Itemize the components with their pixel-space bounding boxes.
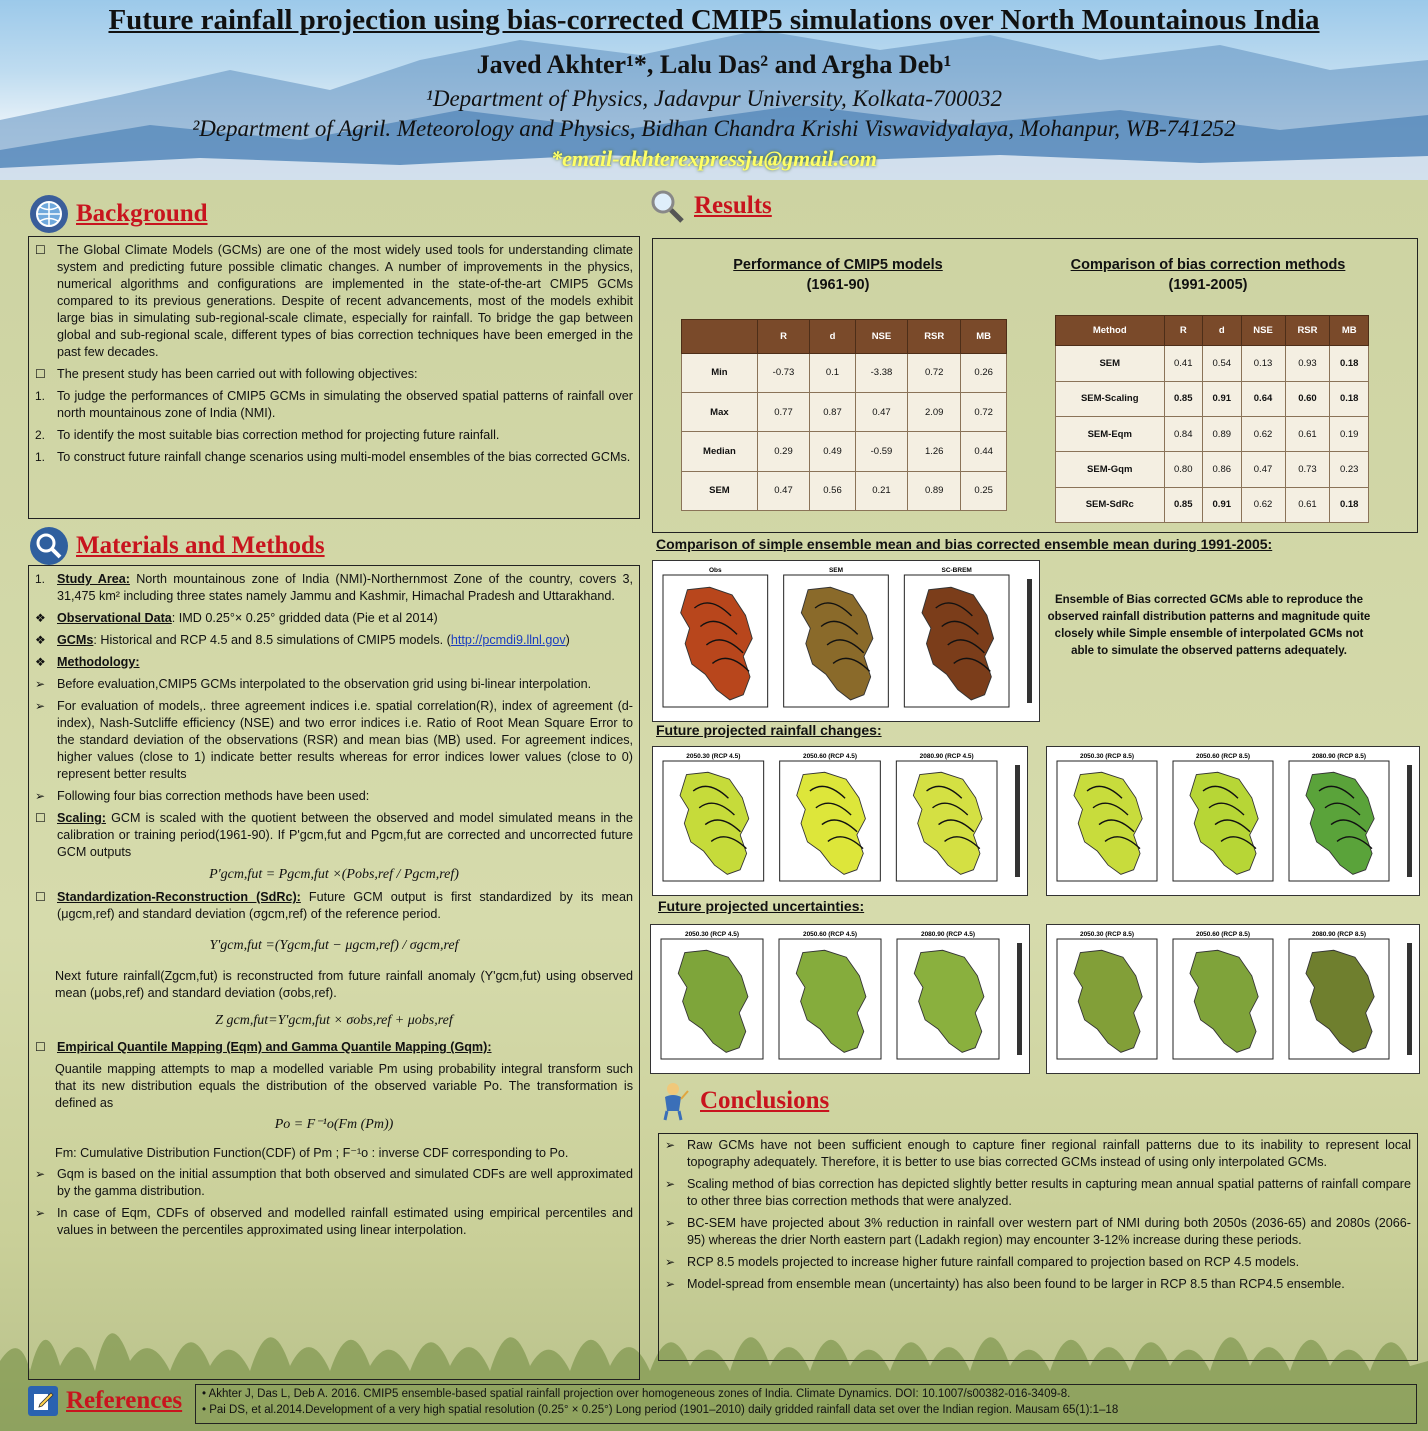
bullet-marker: 1. — [35, 450, 46, 464]
bias-table-cell: SEM — [1056, 346, 1165, 381]
conclusion-item-2 — [665, 1215, 1411, 1249]
performance-table-cell: 0.77 — [757, 393, 809, 432]
list-item-text: Scaling method of bias correction has depicted slightly better results in capturing mean annual spatial patterns of rainfall compare to other three bias correction methods that were analyzed. — [687, 1177, 1411, 1208]
bias-table-column-header: R — [1164, 316, 1203, 346]
background-item-0 — [35, 242, 633, 361]
performance-table-cell: 0.25 — [961, 471, 1007, 510]
table1-period: (1961-90) — [806, 277, 870, 293]
bias-table-cell: 0.18 — [1330, 487, 1369, 522]
bias-table-cell: 0.73 — [1285, 452, 1330, 487]
ensemble-map — [904, 567, 1009, 707]
gcm-text: : Historical and RCP 4.5 and 8.5 simulations of CMIP5 models. ( — [93, 633, 451, 647]
ensemble-maps — [653, 561, 1039, 721]
changes-rcp45-map — [780, 753, 881, 881]
table1-header — [673, 257, 1003, 293]
bullet-marker: ➢ — [665, 1255, 676, 1269]
changes-rcp85-map — [1173, 753, 1273, 881]
performance-table-cell: 0.26 — [961, 353, 1007, 392]
performance-table-cell: -3.38 — [855, 353, 907, 392]
list-item-text: The Global Climate Models (GCMs) are one of the most widely used tools for understanding climate system and predicting future possible climatic changes. A number of improvements in the physics, numerical algorithms and configurations are implemented in the state-of-the-art CMIP5 GCMs compared to its previous generations. Despite of recent advancements, most of the models exhibit large bias in simulating sub-regional-scale climate, especially for rainfall. To bridge the gap between global and sub-regional scale, different types of bias correction techniques have been emerged in the past few decades. — [57, 243, 633, 359]
map-label: 2050.60 (RCP 8.5) — [1195, 931, 1251, 938]
list-item-text: For evaluation of models,. three agreement indices i.e. spatial correlation(R), index of agreement (d-index), Nash-Sutcliffe efficiency (NSE) and two error indices i.e. Ratio of Root Mean Square Error to the standard deviation of the observations (RSR) and mean bias (MB) used. For agreement indices, higher values (close to 1) indicate better results whereas for error indices lower values (close to 0) represent better results — [57, 699, 633, 781]
sdrc-label: Standardization-Reconstruction (SdRc): — [57, 890, 301, 904]
reference-item: • Akhter J, Das L, Deb A. 2016. CMIP5 ensemble-based spatial rainfall projection over homogeneous zones of India. Climate Dynamics. DOI: 10.1007/s00382-016-3409-8. — [202, 1388, 1071, 1400]
references-heading — [28, 1386, 182, 1416]
bullet-marker: ➢ — [665, 1177, 676, 1191]
list-item-text: The present study has been carried out with following objectives: — [57, 367, 418, 381]
ensemble-map — [784, 567, 889, 707]
map-label: 2050.30 (RCP 4.5) — [684, 931, 740, 938]
changes-rcp85-figure — [1046, 746, 1420, 896]
background-item-1 — [35, 366, 633, 383]
ensemble-maps-figure — [652, 560, 1040, 722]
methods-heading-text: Materials and Methods — [76, 532, 325, 559]
obs-data-text: : IMD 0.25°× 0.25° gridded data (Pie et al 2014) — [171, 611, 438, 625]
bullet-marker: ➢ — [35, 699, 46, 713]
bias-table-cell: 0.62 — [1241, 416, 1285, 451]
performance-table-cell: 0.47 — [855, 393, 907, 432]
qm-text: Quantile mapping attempts to map a modelled variable Pm using probability integral transform such that its new distribution equals the distribution of the observed variable Po. The transformation is defined as — [55, 1062, 633, 1110]
conclusions-box — [658, 1133, 1418, 1361]
bullet-marker: 1. — [35, 389, 46, 403]
bias-table-cell: 0.18 — [1330, 381, 1369, 416]
bias-table-cell: 0.54 — [1203, 346, 1242, 381]
performance-table-column-header: NSE — [855, 320, 907, 354]
map-label: 2050.60 (RCP 8.5) — [1195, 753, 1251, 760]
affiliation-2: ²Department of Agril. Meteorology and Physics, Bidhan Chandra Krishi Viswavidyalaya, Mohanpur, WB-741252 — [192, 116, 1236, 141]
reference-item: • Pai DS, et al.2014.Development of a very high spatial resolution (0.25° × 0.25°) Long period (1901–2010) daily gridded rainfall data set over the Indian region. Mausam 65(1):1–18 — [202, 1404, 1119, 1416]
list-item-text: Following four bias correction methods have been used: — [57, 789, 370, 803]
background-heading — [30, 195, 208, 233]
bullet-marker: 2. — [35, 428, 46, 442]
performance-table-row — [682, 432, 1007, 471]
map-label: Obs — [709, 567, 722, 574]
bullet-marker: ➢ — [665, 1216, 676, 1230]
background-item-2 — [35, 388, 633, 422]
qm-definition: Fm: Cumulative Distribution Function(CDF) of Pm ; F⁻¹o : inverse CDF corresponding to Po. — [55, 1146, 569, 1160]
edit-icon — [28, 1386, 58, 1416]
qm-point-1 — [35, 1205, 633, 1239]
conclusions-heading-text: Conclusions — [700, 1087, 830, 1114]
background-heading-text: Background — [76, 200, 208, 227]
bias-table-column-header: MB — [1330, 316, 1369, 346]
performance-table-cell: Max — [682, 393, 758, 432]
methodology-label: Methodology: — [57, 655, 140, 669]
bias-table-cell: 0.47 — [1241, 452, 1285, 487]
performance-table-column-header: MB — [961, 320, 1007, 354]
list-item-text: Model-spread from ensemble mean (uncertainty) has also been found to be larger in RCP 8.5 than RCP4.5 ensemble. — [687, 1277, 1345, 1291]
bias-table-cell: 0.23 — [1330, 452, 1369, 487]
uncert-rcp45-map — [779, 931, 881, 1059]
bias-table-row — [1056, 452, 1369, 487]
performance-table-row — [682, 393, 1007, 432]
changes-rcp45-figure — [652, 746, 1028, 896]
color-bar — [1027, 579, 1032, 703]
performance-table-cell: 0.47 — [757, 471, 809, 510]
performance-table-cell: 0.29 — [757, 432, 809, 471]
map-label: 2080.90 (RCP 8.5) — [1311, 753, 1367, 760]
bias-table-column-header: d — [1203, 316, 1242, 346]
performance-table-cell: 1.26 — [908, 432, 961, 471]
study-area-item: 1. Study Area: North mountainous zone of India (NMI)-Northernmost Zone of the country, covers 3, 31,475 km² including three states namely Jammu and Kashmir, Himachal Pradesh and Uttarakhand. — [35, 572, 633, 603]
performance-table-header-row — [682, 320, 1007, 354]
bias-table-header-row — [1056, 316, 1369, 346]
uncertainty-rcp45-figure — [650, 924, 1030, 1074]
scaling-text: GCM is scaled with the quotient between the observed and model simulated means in the calibration or training period(1961-90). If P'gcm,fut and Pgcm,fut are corrected and uncorrected future GCM outputs — [57, 811, 633, 859]
uncert-rcp85-maps — [1047, 925, 1419, 1073]
bullet-marker: ➢ — [35, 677, 46, 691]
scaling-label: Scaling: — [57, 811, 106, 825]
conclusions-heading — [654, 1082, 829, 1120]
bias-table-cell: 0.91 — [1203, 487, 1242, 522]
bias-table-cell: 0.85 — [1164, 487, 1203, 522]
qm-item: ☐ Empirical Quantile Mapping (Eqm) and Gamma Quantile Mapping (Gqm): — [35, 1040, 492, 1054]
bias-table-cell: 0.89 — [1203, 416, 1242, 451]
bias-table-cell: SEM-Eqm — [1056, 416, 1165, 451]
magnifier-icon — [648, 187, 686, 225]
changes-caption: Future projected rainfall changes: — [656, 722, 882, 738]
bias-table-cell: 0.86 — [1203, 452, 1242, 487]
performance-table-column-header: R — [757, 320, 809, 354]
map-label: 2050.30 (RCP 8.5) — [1079, 753, 1135, 760]
sdrc-item: ☐ Standardization-Reconstruction (SdRc): Future GCM output is first standardized by its mean (μgcm,ref) and standard deviation (σgcm,ref) of the reference period. — [35, 890, 633, 921]
magnifier-icon — [30, 527, 68, 565]
bias-table-cell: SEM-Gqm — [1056, 452, 1165, 487]
bias-table-row — [1056, 381, 1369, 416]
table2-header — [1043, 257, 1373, 293]
bullet-marker: ☐ — [35, 243, 46, 257]
uncert-rcp45-map — [897, 931, 999, 1059]
color-bar — [1015, 765, 1020, 877]
methodology-item: ❖ Methodology: — [35, 655, 140, 669]
conclusion-item-1 — [665, 1176, 1411, 1210]
list-item-text: To identify the most suitable bias correction method for projecting future rainfall. — [57, 428, 500, 442]
map-label: 2050.30 (RCP 4.5) — [686, 753, 741, 760]
conclusion-item-3 — [665, 1254, 1411, 1271]
bias-table-cell: 0.41 — [1164, 346, 1203, 381]
performance-table-cell: 0.56 — [810, 471, 856, 510]
list-item-text: RCP 8.5 models projected to increase higher future rainfall compared to projection based on RCP 4.5 models. — [687, 1255, 1300, 1269]
list-item-text: To judge the performances of CMIP5 GCMs in simulating the observed spatial patterns of rainfall over north mountainous zone of India (NMI). — [57, 389, 633, 420]
results-heading — [648, 187, 772, 225]
performance-table-column-header — [682, 320, 758, 354]
results-heading-text: Results — [694, 192, 772, 219]
bias-table-cell: 0.18 — [1330, 346, 1369, 381]
affiliation-1: ¹Department of Physics, Jadavpur University, Kolkata-700032 — [425, 86, 1003, 111]
bias-table-cell: 0.64 — [1241, 381, 1285, 416]
bias-table-cell: SEM-SdRc — [1056, 487, 1165, 522]
background-box — [28, 236, 640, 519]
changes-rcp85-map — [1289, 753, 1389, 881]
bias-table-cell: 0.61 — [1285, 416, 1330, 451]
poster-header — [0, 0, 1428, 180]
list-item-text: Gqm is based on the initial assumption that both observed and simulated CDFs are well approximated by the gamma distribution. — [57, 1167, 633, 1198]
changes-rcp45-maps — [653, 747, 1027, 895]
changes-rcp85-maps — [1047, 747, 1419, 895]
scaling-equation: P'gcm,fut = Pgcm,fut ×(Pobs,ref / Pgcm,ref) — [209, 867, 459, 882]
bias-table-cell: 0.62 — [1241, 487, 1285, 522]
uncertainties-caption: Future projected uncertainties: — [658, 898, 865, 914]
bias-table-cell: 0.93 — [1285, 346, 1330, 381]
results-tables-box — [652, 238, 1418, 533]
methods-heading — [30, 527, 325, 565]
contact-email: *email-akhterexpressju@gmail.com — [551, 146, 877, 171]
qm-point-0 — [35, 1166, 633, 1200]
changes-rcp85-map — [1057, 753, 1157, 881]
conclusion-item-4 — [665, 1276, 1411, 1293]
performance-table-cell: 0.72 — [961, 393, 1007, 432]
person-icon — [654, 1082, 692, 1120]
scaling-item: ☐ Scaling: GCM is scaled with the quotient between the observed and model simulated means in the calibration or training period(1961-90). If P'gcm,fut and Pgcm,fut are corrected and uncorrected future GCM outputs — [35, 811, 633, 859]
bias-table-cell: 0.84 — [1164, 416, 1203, 451]
performance-table-cell: 0.49 — [810, 432, 856, 471]
list-item-text: In case of Eqm, CDFs of observed and modelled rainfall estimated using empirical percentiles and values in between the percentiles approximated using linear interpolation. — [57, 1206, 633, 1237]
performance-table-row — [682, 471, 1007, 510]
sdrc-text-2: Next future rainfall(Zgcm,fut) is reconstructed from future rainfall anomaly (Y'gcm,fut) using observed mean (μobs,ref) and standard deviation (σobs,ref). — [55, 969, 633, 1000]
performance-table-cell: Median — [682, 432, 758, 471]
background-item-4 — [35, 449, 633, 466]
changes-rcp45-map — [663, 753, 764, 881]
bias-table-cell: 0.80 — [1164, 452, 1203, 487]
performance-table-row — [682, 353, 1007, 392]
pcmdi-link[interactable]: http://pcmdi9.llnl.gov — [450, 633, 566, 647]
map-label: 2050.60 (RCP 4.5) — [802, 931, 858, 938]
map-label: 2080.90 (RCP 4.5) — [919, 753, 974, 760]
map-label: 2050.30 (RCP 8.5) — [1079, 931, 1135, 938]
performance-table-cell: 0.89 — [908, 471, 961, 510]
sdrc-text: Future GCM output is first standardized by its mean (μgcm,ref) and standard deviation (σgcm,ref) of the reference period. — [57, 890, 633, 921]
bias-table-row — [1056, 416, 1369, 451]
table1-title: Performance of CMIP5 models — [733, 257, 943, 273]
qm-label: Empirical Quantile Mapping (Eqm) and Gamma Quantile Mapping (Gqm): — [57, 1040, 492, 1054]
obs-data-item: ❖ Observational Data: IMD 0.25°× 0.25° gridded data (Pie et al 2014) — [35, 611, 438, 625]
performance-table-column-header: d — [810, 320, 856, 354]
performance-table-cell: 0.21 — [855, 471, 907, 510]
bullet-marker: ➢ — [35, 1206, 46, 1220]
changes-rcp45-map — [896, 753, 997, 881]
color-bar — [1017, 943, 1022, 1055]
map-label: SC-BREM — [941, 567, 972, 574]
bullet-marker: ➢ — [665, 1138, 676, 1152]
performance-table-cell: 0.72 — [908, 353, 961, 392]
table2-title: Comparison of bias correction methods — [1070, 257, 1346, 273]
performance-table — [681, 319, 1007, 511]
map-label: 2080.90 (RCP 8.5) — [1311, 931, 1367, 938]
bias-correction-table — [1055, 315, 1369, 523]
bias-table-column-header: RSR — [1285, 316, 1330, 346]
bullet-marker: ➢ — [665, 1277, 676, 1291]
gcm-item: ❖ GCMs: Historical and RCP 4.5 and 8.5 simulations of CMIP5 models. (http://pcmdi9.llnl.gov) — [35, 633, 570, 647]
list-item-text: To construct future rainfall change scenarios using multi-model ensembles of the bias corrected GCMs. — [57, 450, 631, 464]
methodology-step-0 — [35, 676, 633, 693]
methodology-step-1 — [35, 698, 633, 783]
bias-table-column-header: NSE — [1241, 316, 1285, 346]
map-label: SEM — [828, 567, 844, 574]
performance-table-cell: -0.73 — [757, 353, 809, 392]
bias-table-cell: 0.85 — [1164, 381, 1203, 416]
performance-table-cell: -0.59 — [855, 432, 907, 471]
performance-table-cell: 2.09 — [908, 393, 961, 432]
color-bar — [1407, 765, 1412, 877]
map-label: 2080.90 (RCP 4.5) — [920, 931, 976, 938]
poster-title: Future rainfall projection using bias-corrected CMIP5 simulations over North Mountainous India — [108, 4, 1320, 36]
gcm-close: ) — [565, 633, 570, 647]
bias-table-cell: 0.91 — [1203, 381, 1242, 416]
bias-table-cell: 0.19 — [1330, 416, 1369, 451]
list-item-text: Raw GCMs have not been sufficient enough to capture finer regional rainfall patterns due to its inability to represent local topography adequately. Therefore, it is better to use bias corrected GCMs instead of using only interpolated GCMs. — [687, 1138, 1411, 1169]
obs-data-label: Observational Data — [57, 611, 172, 625]
bias-table-cell: SEM-Scaling — [1056, 381, 1165, 416]
conclusion-item-0 — [665, 1137, 1411, 1171]
methodology-step-2 — [35, 788, 633, 805]
study-area-text: North mountainous zone of India (NMI)-Northernmost Zone of the country, covers 3, 31,475 km² including three states namely Jammu and Kashmir, Himachal Pradesh and Uttarakhand. — [57, 572, 633, 603]
sdrc-equation-2: Z gcm,fut=Y'gcm,fut × σobs,ref + μobs,ref — [215, 1013, 453, 1028]
uncert-rcp45-maps — [651, 925, 1029, 1073]
bias-table-row — [1056, 487, 1369, 522]
performance-table-column-header: RSR — [908, 320, 961, 354]
uncert-rcp85-map — [1057, 931, 1157, 1059]
uncert-rcp85-map — [1173, 931, 1273, 1059]
bias-table-cell: 0.61 — [1285, 487, 1330, 522]
ensemble-note: Ensemble of Bias corrected GCMs able to reproduce the observed rainfall distribution patterns and magnitude quite closely while Simple ensemble of interpolated GCMs not able to simulate the observed patterns adequately. — [1047, 594, 1371, 657]
bias-table-cell: 0.13 — [1241, 346, 1285, 381]
sdrc-equation: Y'gcm,fut =(Ygcm,fut − μgcm,ref) / σgcm,ref — [209, 938, 459, 953]
bias-table-row — [1056, 346, 1369, 381]
bias-table-cell: 0.60 — [1285, 381, 1330, 416]
globe-icon — [30, 195, 68, 233]
uncert-rcp45-map — [661, 931, 763, 1059]
poster-authors: Javed Akhter¹*, Lalu Das² and Argha Deb¹ — [476, 50, 952, 79]
references-heading-text: References — [66, 1387, 183, 1414]
performance-table-cell: 0.87 — [810, 393, 856, 432]
bullet-marker: ☐ — [35, 367, 46, 381]
bullet-marker: ➢ — [35, 789, 46, 803]
performance-table-cell: Min — [682, 353, 758, 392]
ensemble-caption: Comparison of simple ensemble mean and bias corrected ensemble mean during 1991-2005: — [656, 536, 1273, 552]
gcm-label: GCMs — [57, 633, 94, 647]
references-box — [195, 1384, 1417, 1424]
qm-equation: Po = F⁻¹o(Fm (Pm)) — [274, 1117, 394, 1132]
map-label: 2050.60 (RCP 4.5) — [802, 753, 858, 760]
list-item-text: BC-SEM have projected about 3% reduction in rainfall over western part of NMI during both 2050s (2036-65) and 2080s (2066-95) whereas the drier North eastern part (Ladakh region) may encounter 3-12% increase during these periods. — [687, 1216, 1411, 1247]
performance-table-cell: 0.44 — [961, 432, 1007, 471]
ensemble-map — [663, 567, 768, 707]
table2-period: (1991-2005) — [1168, 277, 1248, 293]
background-item-3 — [35, 427, 633, 444]
color-bar — [1407, 943, 1412, 1055]
performance-table-cell: SEM — [682, 471, 758, 510]
uncert-rcp85-map — [1289, 931, 1389, 1059]
methods-box — [28, 565, 640, 1380]
performance-table-cell: 0.1 — [810, 353, 856, 392]
bullet-marker: ➢ — [35, 1167, 46, 1181]
list-item-text: Before evaluation,CMIP5 GCMs interpolated to the observation grid using bi-linear interpolation. — [57, 677, 592, 691]
uncertainty-rcp85-figure — [1046, 924, 1420, 1074]
bias-table-column-header: Method — [1056, 316, 1165, 346]
study-area-label: Study Area: — [57, 572, 130, 586]
